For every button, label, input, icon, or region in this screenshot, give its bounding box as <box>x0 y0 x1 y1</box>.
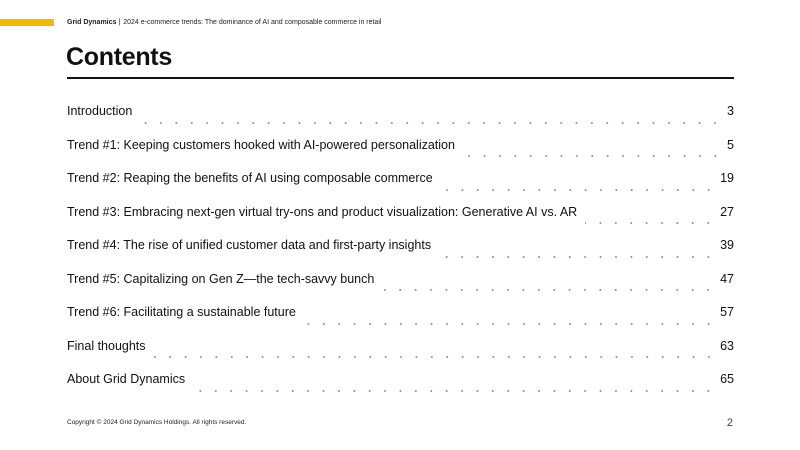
toc-entry-page: 63 <box>720 338 734 353</box>
toc-entry-trend-4[interactable] <box>67 238 734 272</box>
footer-copyright: Copyright © 2024 Grid Dynamics Holdings. All rights reserved. <box>67 419 247 426</box>
toc-leader-dots <box>154 356 717 358</box>
header-brand: Grid Dynamics <box>67 19 117 26</box>
toc-entry-trend-6[interactable] <box>67 305 734 339</box>
toc-entry-trend-2[interactable] <box>67 171 734 205</box>
toc-entry-page: 47 <box>720 271 734 286</box>
toc-entry-label: Trend #1: Keeping customers hooked with AI-powered personalization <box>67 137 455 152</box>
table-of-contents <box>67 104 734 406</box>
toc-entry-trend-1[interactable] <box>67 138 734 172</box>
toc-entry-label: Trend #2: Reaping the benefits of AI using composable commerce <box>67 171 433 185</box>
toc-entry-label: Introduction <box>67 104 133 118</box>
toc-entry-page: 5 <box>727 137 734 152</box>
toc-entry-trend-5[interactable] <box>67 272 734 306</box>
toc-entry-trend-3[interactable] <box>67 205 734 239</box>
toc-entry-label: Trend #3: Embracing next-gen virtual try-ons and product visualization: Generative AI vs. AR <box>67 204 578 219</box>
toc-entry-page: 57 <box>720 305 734 319</box>
toc-entry-label: About Grid Dynamics <box>67 372 186 386</box>
toc-entry-label: Trend #4: The rise of unified customer data and first-party insights <box>67 238 432 252</box>
toc-leader-dots <box>585 222 716 224</box>
toc-leader-dots <box>441 189 716 191</box>
toc-leader-dots <box>193 390 716 392</box>
toc-entry-introduction[interactable] <box>67 104 734 138</box>
title-divider <box>67 77 734 79</box>
page-title: Contents <box>66 43 172 71</box>
footer-page-number: 2 <box>726 417 733 429</box>
toc-leader-dots <box>439 256 716 258</box>
header-document-title: 2024 e-commerce trends: The dominance of AI and composable commerce in retail <box>123 19 382 26</box>
toc-entry-page: 65 <box>720 372 734 386</box>
toc-leader-dots <box>140 122 723 124</box>
toc-entry-final-thoughts[interactable] <box>67 339 734 373</box>
accent-bar <box>0 19 54 26</box>
running-header <box>67 18 381 27</box>
header-separator: | <box>118 19 121 26</box>
toc-entry-page: 3 <box>727 104 734 118</box>
toc-entry-label: Final thoughts <box>67 338 146 353</box>
toc-entry-page: 19 <box>720 171 734 185</box>
toc-entry-about[interactable] <box>67 372 734 406</box>
toc-leader-dots <box>304 323 716 325</box>
toc-leader-dots <box>382 289 716 291</box>
toc-entry-page: 27 <box>720 204 734 219</box>
toc-entry-label: Trend #5: Capitalizing on Gen Z—the tech-savvy bunch <box>67 271 375 286</box>
toc-entry-page: 39 <box>720 238 734 252</box>
toc-leader-dots <box>463 155 723 157</box>
toc-entry-label: Trend #6: Facilitating a sustainable future <box>67 305 296 319</box>
